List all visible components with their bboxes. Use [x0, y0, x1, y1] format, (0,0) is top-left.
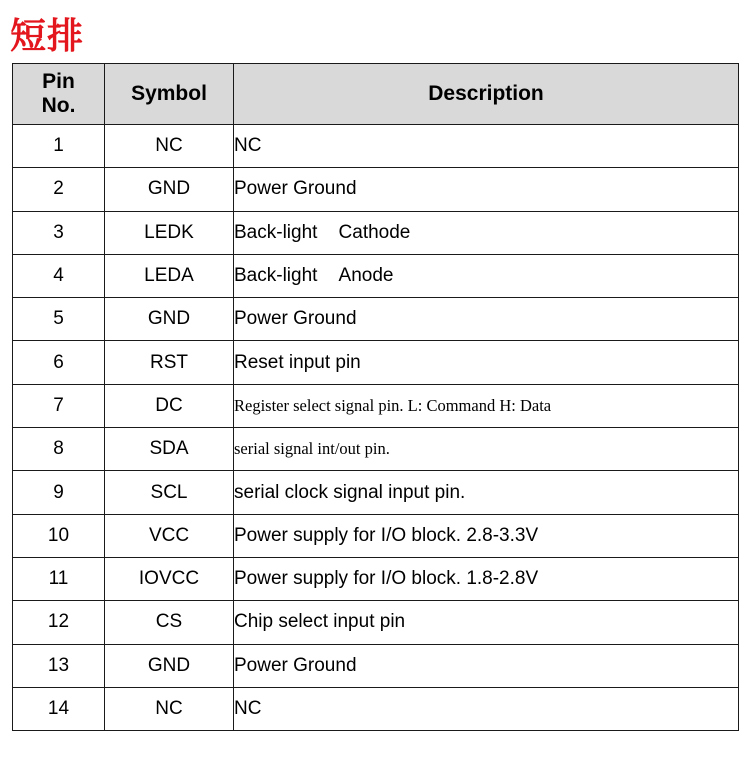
table-header-row	[13, 64, 739, 125]
header-description: Description	[234, 64, 739, 125]
pin-number-cell: 6	[13, 341, 105, 384]
description-cell: Reset input pin	[234, 341, 739, 384]
pin-number-cell: 13	[13, 644, 105, 687]
table-row	[13, 168, 739, 211]
header-symbol: Symbol	[105, 64, 234, 125]
symbol-cell: RST	[105, 341, 234, 384]
description-cell: Back-light Anode	[234, 254, 739, 297]
table-row	[13, 514, 739, 557]
description-cell: Register select signal pin. L: Command H: Data	[234, 384, 739, 427]
description-cell: Chip select input pin	[234, 601, 739, 644]
description-cell: Power supply for I/O block. 1.8-2.8V	[234, 557, 739, 600]
table-row	[13, 471, 739, 514]
table-row	[13, 601, 739, 644]
table-row	[13, 211, 739, 254]
description-cell: Power Ground	[234, 168, 739, 211]
pin-number-cell: 5	[13, 298, 105, 341]
page-title: 短排	[10, 16, 85, 57]
symbol-cell: NC	[105, 687, 234, 730]
description-cell: serial clock signal input pin.	[234, 471, 739, 514]
table-row	[13, 341, 739, 384]
description-cell: Back-light Cathode	[234, 211, 739, 254]
pin-number-cell: 11	[13, 557, 105, 600]
header-pin-line2: No.	[41, 94, 76, 117]
table-row	[13, 428, 739, 471]
table-row	[13, 687, 739, 730]
table-row	[13, 557, 739, 600]
header-pin-no	[13, 64, 105, 125]
symbol-cell: GND	[105, 298, 234, 341]
pin-number-cell: 2	[13, 168, 105, 211]
table-row	[13, 125, 739, 168]
pin-number-cell: 8	[13, 428, 105, 471]
pin-number-cell: 3	[13, 211, 105, 254]
table-row	[13, 298, 739, 341]
symbol-cell: LEDA	[105, 254, 234, 297]
description-cell: Power Ground	[234, 298, 739, 341]
description-cell: Power supply for I/O block. 2.8-3.3V	[234, 514, 739, 557]
pin-number-cell: 1	[13, 125, 105, 168]
symbol-cell: NC	[105, 125, 234, 168]
pin-number-cell: 14	[13, 687, 105, 730]
symbol-cell: CS	[105, 601, 234, 644]
symbol-cell: VCC	[105, 514, 234, 557]
table-row	[13, 384, 739, 427]
symbol-cell: SCL	[105, 471, 234, 514]
symbol-cell: LEDK	[105, 211, 234, 254]
pin-number-cell: 12	[13, 601, 105, 644]
pin-number-cell: 9	[13, 471, 105, 514]
symbol-cell: IOVCC	[105, 557, 234, 600]
header-pin-line1: Pin	[42, 70, 75, 93]
symbol-cell: GND	[105, 168, 234, 211]
symbol-cell: SDA	[105, 428, 234, 471]
table-row	[13, 644, 739, 687]
symbol-cell: GND	[105, 644, 234, 687]
description-cell: NC	[234, 687, 739, 730]
symbol-cell: DC	[105, 384, 234, 427]
description-cell: serial signal int/out pin.	[234, 428, 739, 471]
pin-number-cell: 10	[13, 514, 105, 557]
table-row	[13, 254, 739, 297]
description-cell: NC	[234, 125, 739, 168]
description-cell: Power Ground	[234, 644, 739, 687]
pin-number-cell: 7	[13, 384, 105, 427]
pin-number-cell: 4	[13, 254, 105, 297]
pin-table	[12, 63, 739, 731]
